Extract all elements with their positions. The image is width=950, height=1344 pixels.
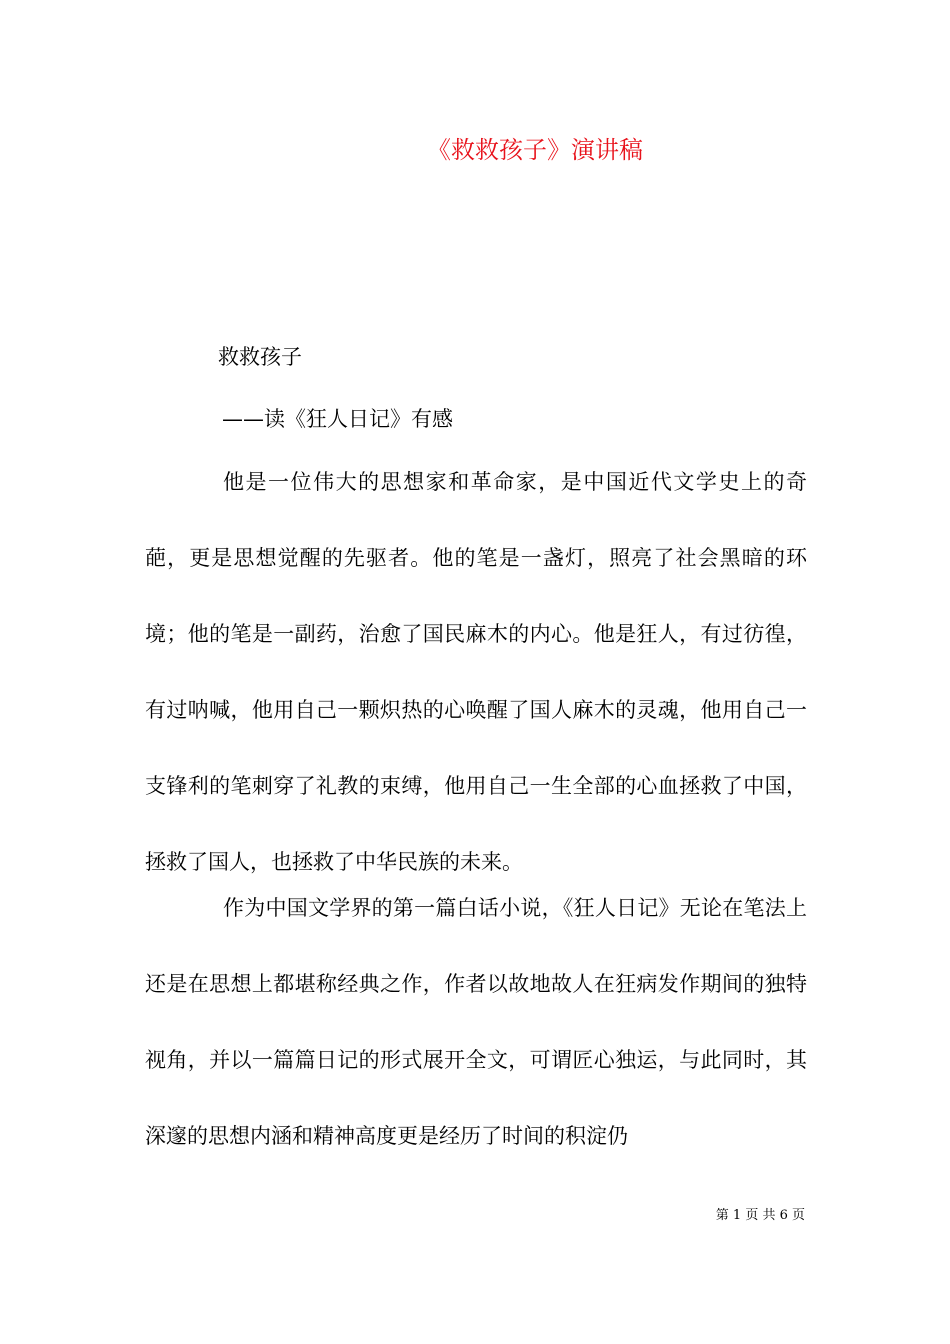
body-paragraph: 他是一位伟大的思想家和革命家，是中国近代文学史上的奇葩，更是思想觉醒的先驱者。他的笔是一盏灯，照亮了社会黑暗的环境；他的笔是一副药，治愈了国民麻木的内心。他是狂人，有过彷徨，有过呐喊，他用自己一颗炽热的心唤醒了国人麻木的灵魂，他用自己一支锋利的笔刺穿了礼教的束缚，他用自己一生全部的心血拯救了中国，拯救了国人，也拯救了中华民族的未来。: [145, 470, 807, 874]
section-subheading: ——读《狂人日记》有感: [222, 407, 453, 431]
section-heading: 救救孩子: [218, 345, 302, 369]
body-paragraph: 作为中国文学界的第一篇白话小说，《狂人日记》无论在笔法上还是在思想上都堪称经典之作，作者以故地故人在狂病发作期间的独特视角，并以一篇篇日记的形式展开全文，可谓匠心独运，与此同时，其深邃的思想内涵和精神高度更是经历了时间的积淀仍: [145, 896, 807, 1148]
page-number: 第 1 页 共 6 页: [715, 1208, 805, 1223]
document-title: 《救救孩子》演讲稿: [427, 136, 643, 164]
